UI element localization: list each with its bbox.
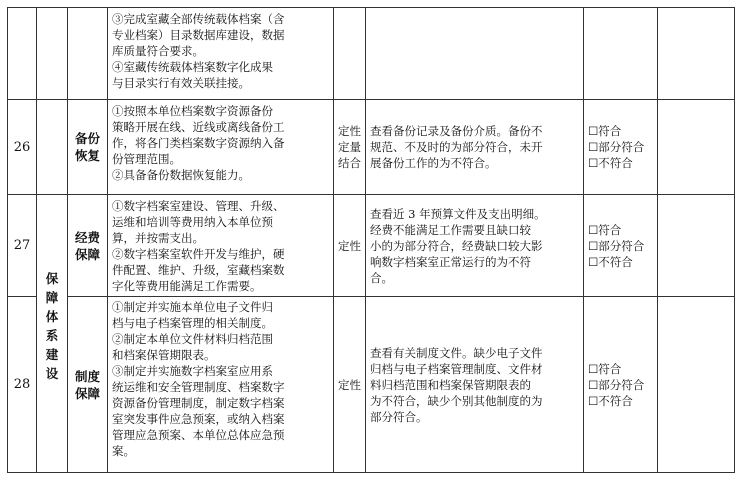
option-conform[interactable]: ☐符合 xyxy=(588,222,622,237)
content-line: ④室藏传统载体档案数字化成果 xyxy=(112,60,273,74)
criteria-cell xyxy=(366,8,584,100)
method-cell xyxy=(334,100,366,195)
criteria-line: 归档与电子档案管理制度、文件材 xyxy=(370,361,543,376)
criteria-line: 查看近 3 年预算文件及支出明细。 xyxy=(370,206,546,221)
option-conform[interactable]: ☐符合 xyxy=(588,361,622,376)
row-number-cell xyxy=(8,8,37,100)
criteria-line: 展备份工作的为不符合。 xyxy=(370,156,497,170)
item-cell xyxy=(68,195,108,297)
content-line: 算，并按需支出。 xyxy=(112,231,204,245)
item-label: 制度 保障 xyxy=(74,368,100,401)
remarks-cell xyxy=(658,297,734,472)
criteria-line: 经费不能满足工作需要且缺口较 xyxy=(370,222,531,237)
category-label: 保 障 体 系 建 设 xyxy=(45,271,59,381)
content-line: 案。 xyxy=(112,444,135,458)
option-nonconform[interactable]: ☐不符合 xyxy=(588,156,633,170)
row-number: 28 xyxy=(8,297,37,472)
method-cell xyxy=(334,8,366,100)
criteria-line: 规范、不及时的为部分符合，未开 xyxy=(370,140,543,154)
content-line: ②数字档案室软件开发与维护，硬 xyxy=(112,247,285,261)
content-line: 资源备份管理制度，制定数字档案 xyxy=(112,396,285,410)
option-conform[interactable]: ☐符合 xyxy=(588,124,622,138)
content-cell xyxy=(108,195,334,297)
options-cell xyxy=(584,195,658,297)
remarks-cell xyxy=(658,195,734,297)
options-cell xyxy=(584,8,658,100)
content-line: 作，将各门类档案数字资源纳入备 xyxy=(112,136,285,150)
content-cell xyxy=(108,100,334,195)
criteria-line: 为不符合，缺少个别其他制度的为 xyxy=(370,393,543,408)
criteria-line: 查看有关制度文件。缺少电子文件 xyxy=(370,345,543,360)
criteria-line: 部分符合。 xyxy=(370,409,428,424)
content-line: 档与电子档案管理的相关制度。 xyxy=(112,316,273,330)
remarks-cell xyxy=(658,100,734,195)
content-line: ③制定并实施数字档案室应用系 xyxy=(112,364,273,378)
item-label: 经费 保障 xyxy=(74,229,100,262)
item-cell xyxy=(68,100,108,195)
method-label: 定性 xyxy=(338,377,361,392)
content-cell xyxy=(108,297,334,472)
content-line: 份管理范围。 xyxy=(112,152,181,166)
option-nonconform[interactable]: ☐不符合 xyxy=(588,393,633,408)
criteria-line: 合。 xyxy=(370,270,393,285)
content-cell xyxy=(108,8,334,100)
content-line: 室突发事件应急预案，或纳入档案 xyxy=(112,412,285,426)
options-cell xyxy=(584,297,658,472)
item-label: 备份 恢复 xyxy=(74,131,100,163)
category-cell xyxy=(37,100,68,195)
criteria-cell xyxy=(366,195,584,297)
content-line: 运维和培训等费用纳入本单位预 xyxy=(112,215,273,229)
criteria-line: 响数字档案室正常运行的为不符 xyxy=(370,254,531,269)
method-label: 定性 定量 结合 xyxy=(338,124,361,170)
content-line: ①按照本单位档案数字资源备份 xyxy=(112,104,273,118)
evaluation-table xyxy=(7,7,735,473)
item-cell xyxy=(68,8,108,100)
content-line: 与目录实行有效关联挂接。 xyxy=(112,76,250,90)
option-partial[interactable]: ☐部分符合 xyxy=(588,140,645,154)
content-line: ①数字档案室建设、管理、升级、 xyxy=(112,199,285,213)
content-line: ②具备备份数据恢复能力。 xyxy=(112,168,250,182)
row-number: 26 xyxy=(8,100,37,195)
row-number: 27 xyxy=(8,195,37,297)
criteria-line: 查看备份记录及备份介质。备份不 xyxy=(370,124,543,138)
method-cell xyxy=(334,195,366,297)
options-cell xyxy=(584,100,658,195)
criteria-line: 小的为部分符合，经费缺口较大影 xyxy=(370,238,543,253)
content-line: 字化等费用能满足工作需要。 xyxy=(112,279,262,293)
method-cell xyxy=(334,297,366,472)
content-line: 策略开展在线、近线或离线备份工 xyxy=(112,120,285,134)
content-line: 库质量符合要求。 xyxy=(112,44,204,58)
content-line: 和档案保管期限表。 xyxy=(112,348,216,362)
option-partial[interactable]: ☐部分符合 xyxy=(588,377,645,392)
content-line: 管理应急预案、本单位总体应急预 xyxy=(112,428,285,442)
content-line: ①制定并实施本单位电子文件归 xyxy=(112,300,273,314)
content-line: 件配置、维护、升级，室藏档案数 xyxy=(112,263,285,277)
content-line: 统运维和安全管理制度、档案数字 xyxy=(112,380,285,394)
category-label-box xyxy=(37,261,67,391)
option-nonconform[interactable]: ☐不符合 xyxy=(588,254,633,269)
content-line: 专业档案）目录数据库建设，数据 xyxy=(112,28,285,42)
criteria-cell xyxy=(366,100,584,195)
criteria-line: 料归档范围和档案保管期限表的 xyxy=(370,377,531,392)
criteria-cell xyxy=(366,297,584,472)
option-partial[interactable]: ☐部分符合 xyxy=(588,238,645,253)
content-line: ②制定本单位文件材料归档范围 xyxy=(112,332,273,346)
item-cell xyxy=(68,297,108,472)
remarks-cell xyxy=(658,8,734,100)
method-label: 定性 xyxy=(338,238,361,253)
category-cell xyxy=(37,8,68,100)
content-line: ③完成室藏全部传统载体档案（含 xyxy=(112,12,285,26)
